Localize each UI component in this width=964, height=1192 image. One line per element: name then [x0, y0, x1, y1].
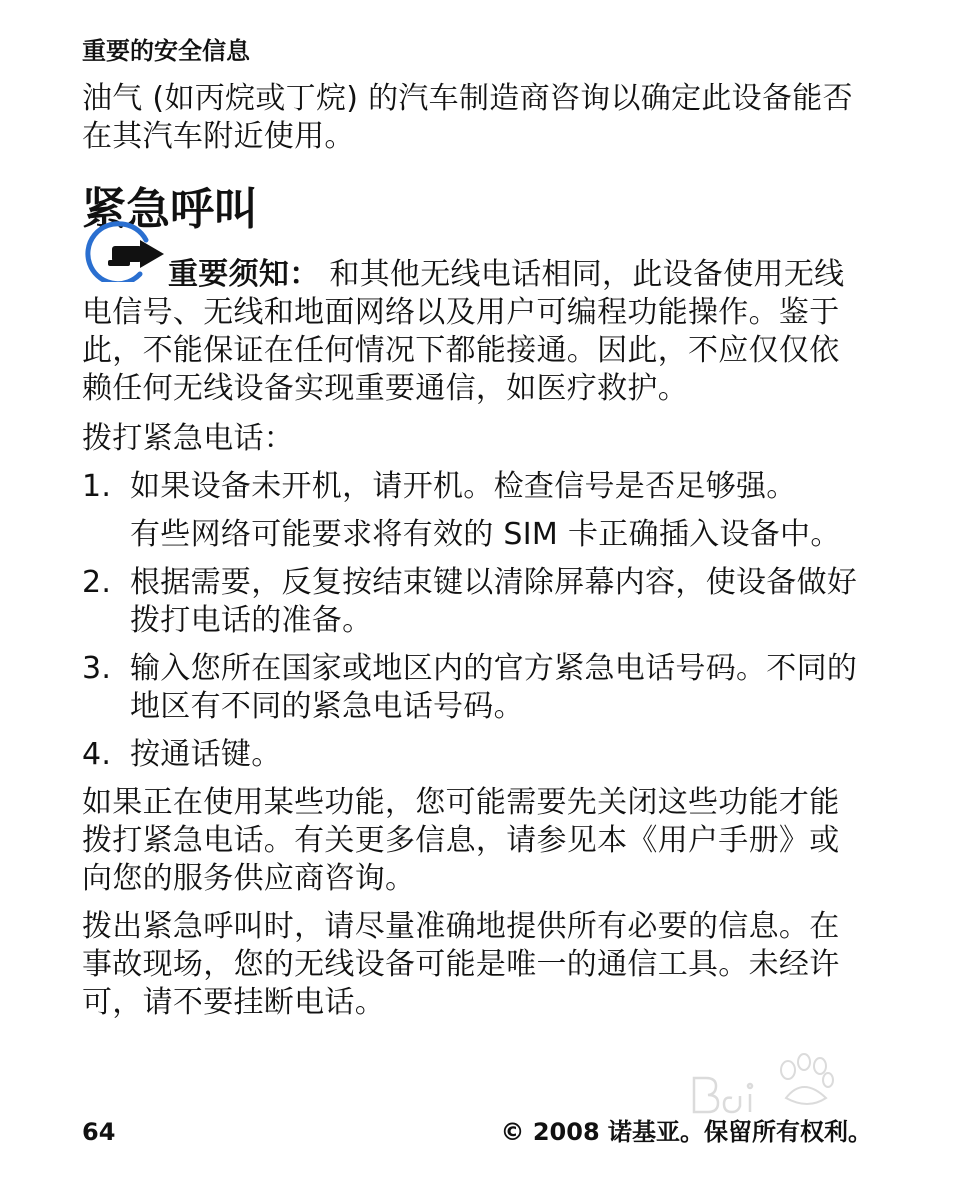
intro-paragraph [82, 80, 892, 156]
section-title: 紧急呼叫 [82, 184, 258, 235]
step-text-line-1: 输入您所在国家或地区内的官方紧急电话号码。不同的 [130, 651, 858, 686]
features-line-2: 拨打紧急电话。有关更多信息，请参见本《用户手册》或 [82, 823, 840, 858]
notice-line-4: 赖任何无线设备实现重要通信，如医疗救护。 [82, 371, 688, 406]
steps-list [82, 468, 892, 774]
step-sub-text: 有些网络可能要求将有效的 SIM 卡正确插入设备中。 [130, 517, 841, 552]
important-notice-hand-icon [82, 216, 164, 282]
features-line-1: 如果正在使用某些功能，您可能需要先关闭这些功能才能 [82, 785, 840, 820]
notice-line-2: 电信号、无线和地面网络以及用户可编程功能操作。鉴于 [82, 295, 840, 330]
step-text-line-2: 地区有不同的紧急电话号码。 [130, 689, 524, 724]
step-item [82, 468, 892, 554]
step-body [130, 564, 892, 640]
running-header: 重要的安全信息 [82, 37, 250, 65]
step-number: 2. [82, 565, 112, 600]
baidu-watermark-logo [688, 1048, 918, 1118]
step-text-line-1: 根据需要，反复按结束键以清除屏幕内容，使设备做好 [130, 565, 858, 600]
page-footer [82, 1114, 892, 1150]
step-text: 按通话键。 [130, 737, 282, 772]
copyright-notice: © 2008 诺基亚。保留所有权利。 [500, 1118, 872, 1146]
important-notice [82, 256, 892, 408]
page-number: 64 [82, 1118, 116, 1146]
step-item [82, 736, 892, 774]
step-body [130, 650, 892, 726]
step-item [82, 650, 892, 726]
features-paragraph [82, 784, 892, 898]
accuracy-line-3: 可，请不要挂断电话。 [82, 985, 385, 1020]
intro-line-1: 油气 (如丙烷或丁烷) 的汽车制造商咨询以确定此设备能否 [82, 81, 853, 116]
notice-line-1: 和其他无线电话相同，此设备使用无线 [319, 257, 845, 292]
step-body [130, 736, 892, 774]
notice-first-line [82, 256, 892, 294]
accuracy-line-2: 事故现场，您的无线设备可能是唯一的通信工具。未经许 [82, 947, 840, 982]
notice-line-3: 此，不能保证在任何情况下都能接通。因此，不应仅仅依 [82, 333, 840, 368]
accuracy-paragraph [82, 908, 892, 1022]
step-number: 3. [82, 651, 112, 686]
step-number: 4. [82, 737, 112, 772]
notice-label: 重要须知： [168, 257, 320, 292]
intro-line-2: 在其汽车附近使用。 [82, 119, 355, 154]
step-item [82, 564, 892, 640]
step-body [130, 468, 892, 554]
lead-in-text: 拨打紧急电话： [82, 421, 295, 456]
document-page [82, 34, 892, 1032]
step-number: 1. [82, 469, 112, 504]
step-text: 如果设备未开机，请开机。检查信号是否足够强。 [130, 469, 797, 504]
features-line-3: 向您的服务供应商咨询。 [82, 861, 416, 896]
step-text-line-2: 拨打电话的准备。 [130, 603, 373, 638]
accuracy-line-1: 拨出紧急呼叫时，请尽量准确地提供所有必要的信息。在 [82, 909, 840, 944]
